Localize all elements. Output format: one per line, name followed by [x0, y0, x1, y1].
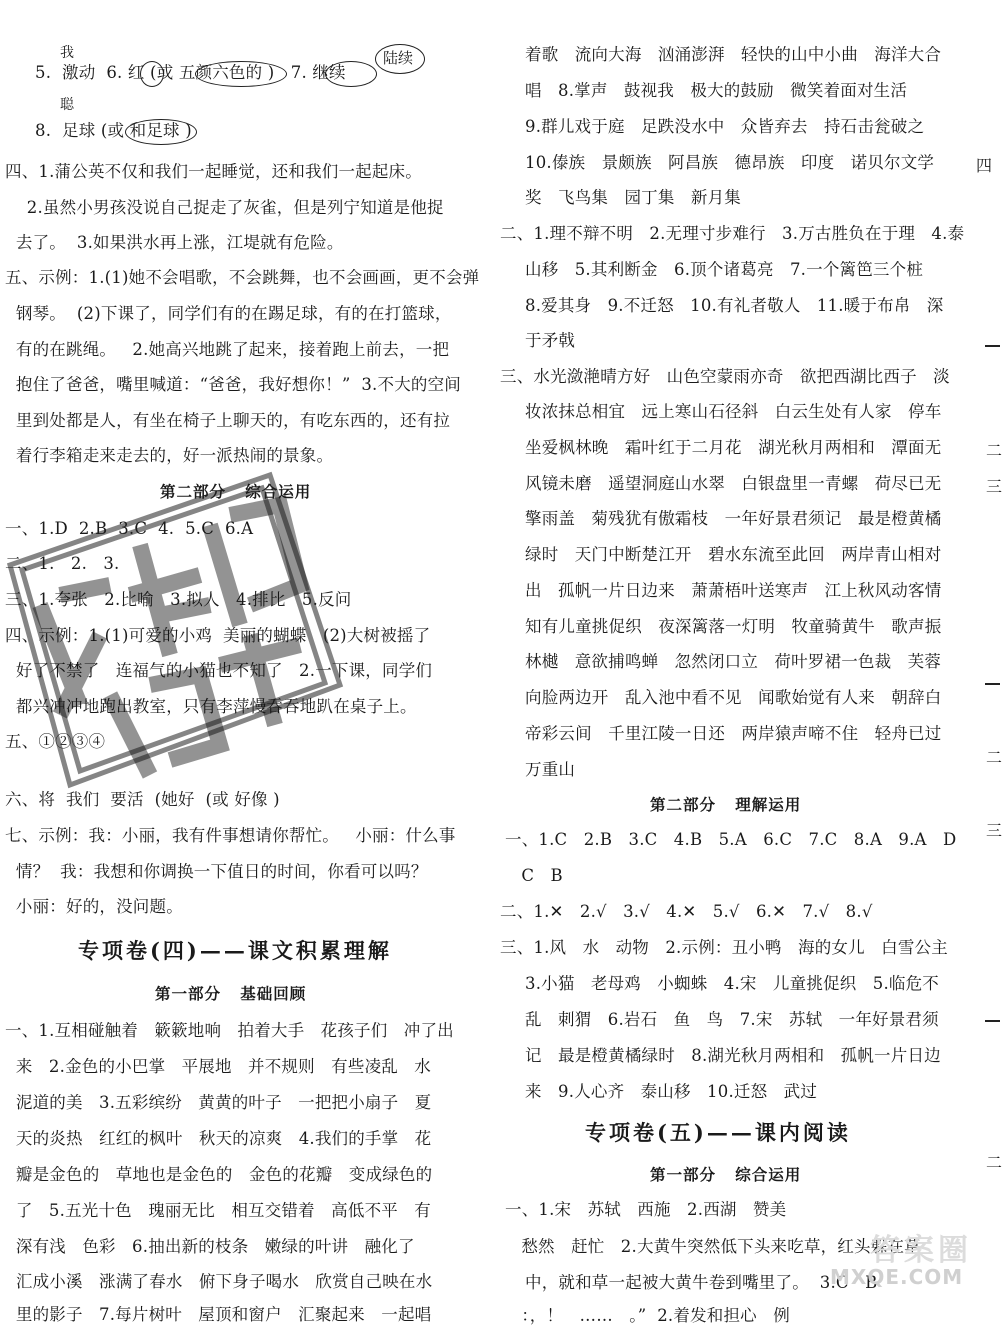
edge-dash — [985, 683, 1000, 685]
answer-line: 记 最是橙黄橘绿时 8.湖光秋月两相和 孤帆一片日边 — [525, 1046, 941, 1065]
edge-dash — [985, 345, 1000, 347]
watermark-logo: 答案圈 — [870, 1233, 972, 1268]
edge-char: 二 — [986, 441, 1002, 460]
answer-line: 绿时 天门中断楚江开 碧水东流至此回 两岸青山相对 — [525, 545, 942, 564]
answer-line: 10.傣族 景颇族 阿昌族 德昂族 印度 诺贝尔文学 — [525, 153, 935, 172]
answer-line: 风镜未磨 遥望洞庭山水翠 白银盘里一青螺 荷尽已无 — [525, 474, 942, 493]
answer-line: 五、①②③④ — [5, 732, 106, 751]
answer-line: 中，就和草一起被大黄牛卷到嘴里了。 3.C B — [525, 1273, 878, 1292]
answer-line: 愁然 赶忙 2.大黄牛突然低下头来吃草，红头躲在草 — [505, 1237, 921, 1256]
answer-line: 知有儿童挑促织 夜深篱落一灯明 牧童骑黄牛 歌声振 — [525, 617, 942, 636]
edge-char: 三 — [986, 477, 1002, 496]
edge-char: 三 — [986, 821, 1002, 840]
section-heading: 第一部分 基础回顾 — [155, 984, 307, 1003]
handwritten-mark: 我 — [60, 45, 74, 61]
answer-line: 四、示例：1.(1)可爱的小鸡 美丽的蝴蝶 (2)大树被摇了 — [5, 626, 431, 645]
section-heading: 第二部分 理解运用 — [650, 795, 802, 814]
answer-line: C B — [505, 866, 563, 885]
answer-line: 坐爱枫林晚 霜叶红于二月花 湖光秋月两相和 潭面无 — [525, 438, 942, 457]
answer-line: 9.群儿戏于庭 足跌没水中 众皆弃去 持石击瓮破之 — [525, 117, 925, 136]
answer-line: 汇成小溪 涨满了春水 俯下身子喝水 欣赏自己映在水 — [5, 1272, 433, 1291]
section-heading: 第一部分 综合运用 — [650, 1165, 802, 1184]
answer-line: 妆浓抹总相宜 远上寒山石径斜 白云生处有人家 停车 — [525, 402, 942, 421]
answer-line: 一、1.C 2.B 3.C 4.B 5.A 6.C 7.C 8.A 9.A D — [505, 830, 957, 849]
answer-line: 去了。 3.如果洪水再上涨，江堤就有危险。 — [5, 233, 344, 252]
answer-line: 五、示例：1.(1)她不会唱歌，不会跳舞，也不会画画，更不会弹 — [5, 268, 480, 287]
answer-line: 2.虽然小男孩没说自己捉走了灰雀，但是列宁知道是他捉 — [5, 198, 444, 217]
stamp-text: 答案 — [0, 455, 2, 456]
edge-char: 二 — [986, 1153, 1002, 1172]
answer-line: 一、1.宋 苏轼 西施 2.西湖 赞美 — [505, 1200, 787, 1219]
answer-line: 二、1. 2. 3. — [5, 554, 120, 573]
handwritten-mark: 聪 — [60, 97, 74, 113]
answer-line: 二、1.✕ 2.√ 3.√ 4.✕ 5.√ 6.✕ 7.√ 8.√ — [500, 902, 873, 921]
answer-line: 七、示例：我：小丽，我有件事想请你帮忙。 小丽：什么事 — [5, 826, 456, 845]
answer-line: 一、1.互相碰触着 簌簌地响 拍着大手 花孩子们 冲了出 — [5, 1021, 454, 1040]
answer-line: 三、1.夸张 2.比喻 3.拟人 4.排比 5.反问 — [5, 590, 352, 609]
answer-line: 乱 刺猬 6.岩石 鱼 鸟 7.宋 苏轼 一年好景君须 — [525, 1010, 939, 1029]
answer-line: 来 9.人心齐 泰山移 10.迁怒 武过 — [525, 1082, 818, 1101]
answer-line: 擎雨盖 菊残犹有傲霜枝 一年好景君须记 最是橙黄橘 — [525, 509, 942, 528]
answer-line: 林樾 意欲捕鸣蝉 忽然闭口立 荷叶罗裙一色裁 芙蓉 — [525, 652, 942, 671]
answer-line: 都兴冲冲地跑出教室，只有李萍慢吞吞地趴在桌子上。 — [5, 697, 417, 716]
answer-line: 小丽：好的，没问题。 — [5, 897, 183, 916]
answer-line: 里到处都是人，有坐在椅子上聊天的，有吃东西的，还有拉 — [5, 411, 451, 430]
circle-annotation — [375, 44, 425, 74]
answer-line: 万重山 — [525, 760, 576, 779]
answer-line: 8.爱其身 9.不迁怒 10.有礼者敬人 11.暖于布帛 深 — [525, 296, 944, 315]
answer-line: 钢琴。 (2)下课了，同学们有的在踢足球，有的在打篮球， — [5, 304, 452, 323]
answer-line: 泥道的美 3.五彩缤纷 黄黄的叶子 一把把小扇子 夏 — [5, 1093, 432, 1112]
handwritten-mark: 陆续 — [383, 49, 414, 67]
answer-line: 瓣是金色的 草地也是金色的 金色的花瓣 变成绿色的 — [5, 1165, 433, 1184]
answer-line: 好了不禁了 连福气的小猫也不知了 2.一下课，同学们 — [5, 661, 433, 680]
edge-char: 四 — [976, 156, 993, 175]
answer-line: 情？ 我：我想和你调换一下值日的时间，你看可以吗？ — [5, 862, 428, 881]
answer-line: 帝彩云间 千里江陵一日还 两岸猿声啼不住 轻舟已过 — [525, 724, 942, 743]
answer-line: 奖 飞鸟集 园丁集 新月集 — [525, 188, 742, 207]
section-heading: 第二部分 综合运用 — [160, 482, 312, 501]
answer-line: 抱住了爸爸，嘴里喊道：“爸爸，我好想你！” 3.不大的空间 — [5, 375, 461, 394]
answer-line: 三、1.风 水 动物 2.示例：丑小鸭 海的女儿 白雪公主 — [500, 938, 948, 957]
answer-line: ：，！ …… 。” 2.着发和担心 例 — [505, 1306, 790, 1325]
answer-line: 四、1.蒲公英不仅和我们一起睡觉，还和我们一起起床。 — [5, 162, 422, 181]
edge-dash — [985, 1020, 1000, 1022]
next-page-edge — [970, 0, 1000, 1326]
section-title: 专项卷(五)——课内阅读 — [585, 1120, 851, 1145]
answer-line: 3.小猫 老母鸡 小蜘蛛 4.宋 儿童挑促织 5.临危不 — [525, 974, 940, 993]
edge-char: 二 — [986, 748, 1002, 767]
answer-line: 天的炎热 红红的枫叶 秋天的凉爽 4.我们的手掌 花 — [5, 1129, 432, 1148]
answer-line: 5. 激动 6. 红 (或 五颜六色的 ) 7. 继续 — [35, 63, 346, 82]
answer-line: 三、水光潋滟晴方好 山色空蒙雨亦奇 欲把西湖比西子 淡 — [500, 367, 950, 386]
answer-line: 于矛戟 — [525, 331, 576, 350]
answer-line: 一、1.D 2.B 3.C 4. 5.C 6.A — [5, 519, 254, 538]
answer-line: 六、将 我们 要活 (她好 (或 好像 ) — [5, 790, 280, 809]
answer-line: 山移 5.其利断金 6.顶个诸葛亮 7.一个篱笆三个桩 — [525, 260, 924, 279]
answer-line: 来 2.金色的小巴掌 平展地 并不规则 有些凌乱 水 — [5, 1057, 432, 1076]
section-title: 专项卷(四)——课文积累理解 — [78, 938, 392, 963]
answer-line: 里的影子 7.每片树叶 屋顶和窗户 汇聚起来 一起唱 — [5, 1305, 432, 1324]
answer-line: 二、1.理不辩不明 2.无理寸步难行 3.万古胜负在于理 4.泰 — [500, 224, 965, 243]
answer-line: 着歌 流向大海 汹涌澎湃 轻快的山中小曲 海洋大合 — [525, 45, 942, 64]
answer-line: 唱 8.掌声 鼓视我 极大的鼓励 微笑着面对生活 — [525, 81, 908, 100]
answer-line: 深有浅 色彩 6.抽出新的枝条 嫩绿的叶讲 融化了 — [5, 1237, 415, 1256]
answer-line: 着行李箱走来走去的，好一派热闹的景象。 — [5, 446, 334, 465]
answer-line: 向脸两边开 乱入池中看不见 闻歌始觉有人来 朝辞白 — [525, 688, 942, 707]
answer-line: 有的在跳绳。 2.她高兴地跳了起来，接着跑上前去，一把 — [5, 340, 450, 359]
answer-line: 了 5.五光十色 瑰丽无比 相互交错着 高低不平 有 — [5, 1201, 432, 1220]
watermark-url: MXQE.COM — [830, 1265, 964, 1289]
answer-line: 8. 足球 (或 和足球 ) — [35, 121, 192, 140]
answer-line: 出 孤帆一片日边来 萧萧梧叶送寒声 江上秋风动客情 — [525, 581, 942, 600]
